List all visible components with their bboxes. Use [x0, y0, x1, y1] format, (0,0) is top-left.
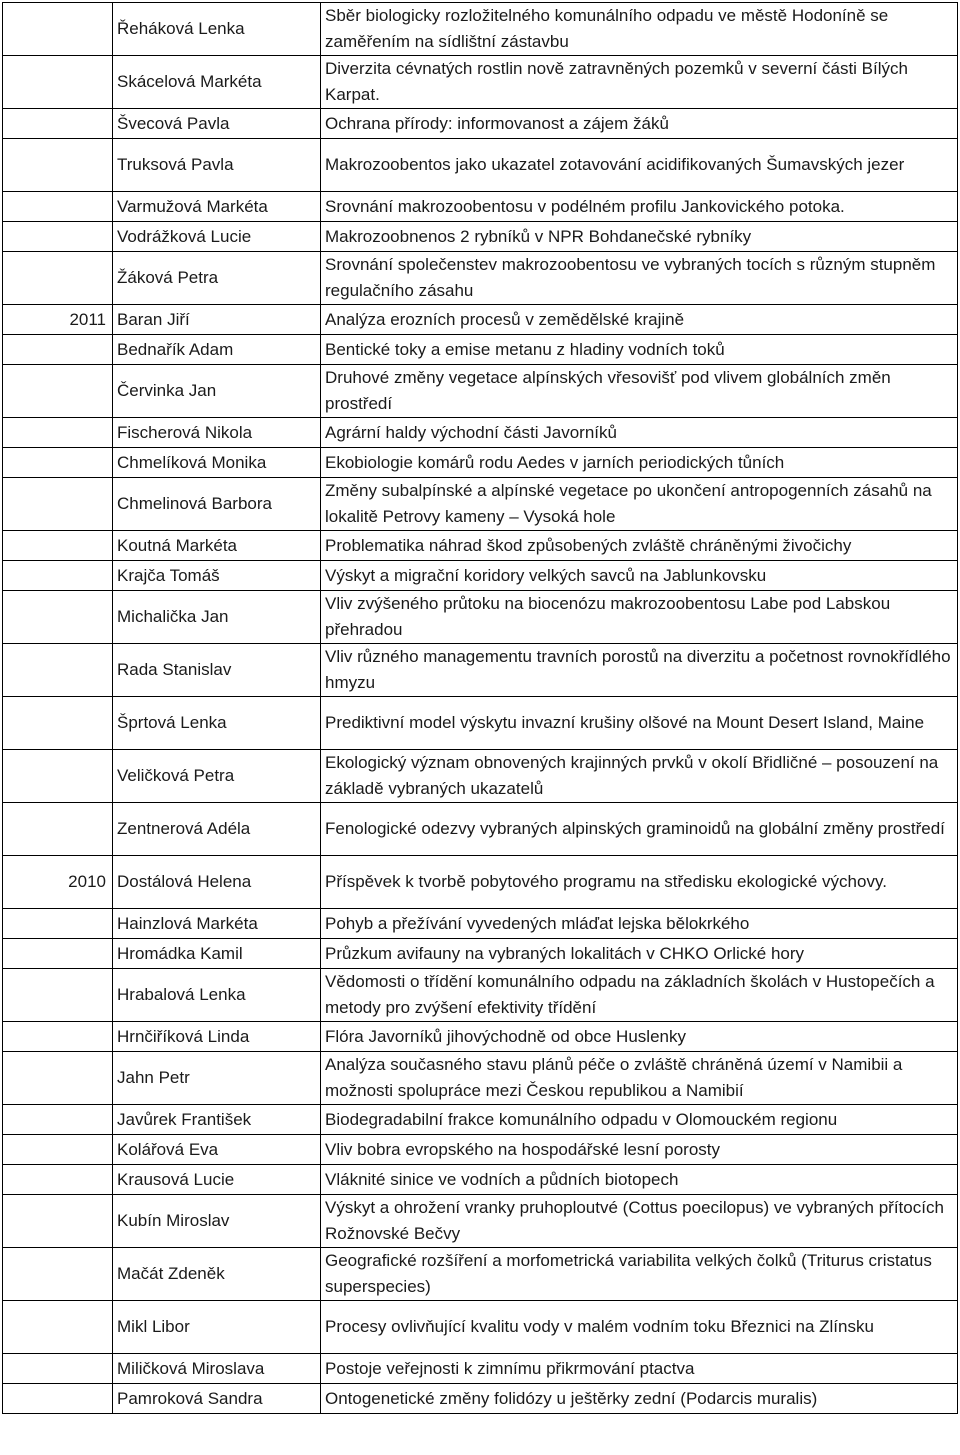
theses-table: [2, 2, 958, 1414]
year-cell: [3, 222, 113, 252]
author-name-cell: Červinka Jan: [113, 365, 321, 418]
year-cell: [3, 1105, 113, 1135]
thesis-title-cell: Diverzita cévnatých rostlin nově zatravněných pozemků v severní části Bílých Karpat.: [321, 56, 958, 109]
thesis-title-cell: Změny subalpínské a alpínské vegetace po ukončení antropogenních zásahů na lokalitě Petrovy kameny – Vysoká hole: [321, 478, 958, 531]
author-name-cell: Jahn Petr: [113, 1052, 321, 1105]
thesis-title-cell: Ontogenetické změny folidózy u ještěrky zední (Podarcis muralis): [321, 1384, 958, 1414]
table-row: [3, 222, 958, 252]
year-cell: [3, 335, 113, 365]
year-cell: [3, 109, 113, 139]
thesis-title-cell: Vliv zvýšeného průtoku na biocenózu makrozoobentosu Labe pod Labskou přehradou: [321, 591, 958, 644]
table-row: [3, 697, 958, 750]
author-name-cell: Hrabalová Lenka: [113, 969, 321, 1022]
thesis-title-cell: Bentické toky a emise metanu z hladiny vodních toků: [321, 335, 958, 365]
author-name-cell: Dostálová Helena: [113, 856, 321, 909]
author-name-cell: Fischerová Nikola: [113, 418, 321, 448]
table-row: [3, 531, 958, 561]
thesis-title-cell: Geografické rozšíření a morfometrická variabilita velkých čolků (Triturus cristatus superspecies): [321, 1248, 958, 1301]
author-name-cell: Kubín Miroslav: [113, 1195, 321, 1248]
year-cell: [3, 750, 113, 803]
thesis-title-cell: Průzkum avifauny na vybraných lokalitách v CHKO Orlické hory: [321, 939, 958, 969]
thesis-title-cell: Ochrana přírody: informovanost a zájem žáků: [321, 109, 958, 139]
year-cell: [3, 3, 113, 56]
year-cell: [3, 478, 113, 531]
table-row: [3, 909, 958, 939]
year-cell: [3, 1135, 113, 1165]
author-name-cell: Vodrážková Lucie: [113, 222, 321, 252]
author-name-cell: Veličková Petra: [113, 750, 321, 803]
table-row: [3, 1248, 958, 1301]
year-cell: [3, 192, 113, 222]
author-name-cell: Rada Stanislav: [113, 644, 321, 697]
year-cell: 2010: [3, 856, 113, 909]
thesis-title-cell: Vědomosti o třídění komunálního odpadu na základních školách v Hustopečích a metody pro zvýšení efektivity třídění: [321, 969, 958, 1022]
table-row: [3, 139, 958, 192]
table-row: [3, 1384, 958, 1414]
author-name-cell: Hainzlová Markéta: [113, 909, 321, 939]
author-name-cell: Krausová Lucie: [113, 1165, 321, 1195]
table-row: [3, 1052, 958, 1105]
author-name-cell: Mačát Zdeněk: [113, 1248, 321, 1301]
thesis-title-cell: Výskyt a ohrožení vranky pruhoploutvé (Cottus poecilopus) ve vybraných přítocích Rožnovské Bečvy: [321, 1195, 958, 1248]
year-cell: [3, 418, 113, 448]
author-name-cell: Řeháková Lenka: [113, 3, 321, 56]
table-row: [3, 1022, 958, 1052]
author-name-cell: Chmelinová Barbora: [113, 478, 321, 531]
thesis-title-cell: Flóra Javorníků jihovýchodně od obce Huslenky: [321, 1022, 958, 1052]
thesis-title-cell: Příspěvek k tvorbě pobytového programu na středisku ekologické výchovy.: [321, 856, 958, 909]
year-cell: [3, 1248, 113, 1301]
theses-table-body: [3, 3, 958, 1414]
table-row: [3, 305, 958, 335]
table-row: [3, 448, 958, 478]
thesis-title-cell: Fenologické odezvy vybraných alpinských graminoidů na globální změny prostředí: [321, 803, 958, 856]
thesis-title-cell: Druhové změny vegetace alpínských vřesovišť pod vlivem globálních změn prostředí: [321, 365, 958, 418]
thesis-title-cell: Ekobiologie komárů rodu Aedes v jarních periodických tůních: [321, 448, 958, 478]
thesis-title-cell: Makrozoobnenos 2 rybníků v NPR Bohdanečské rybníky: [321, 222, 958, 252]
thesis-title-cell: Vláknité sinice ve vodních a půdních biotopech: [321, 1165, 958, 1195]
table-row: [3, 1165, 958, 1195]
year-cell: [3, 1384, 113, 1414]
table-row: [3, 803, 958, 856]
author-name-cell: Mikl Libor: [113, 1301, 321, 1354]
thesis-title-cell: Prediktivní model výskytu invazní krušiny olšové na Mount Desert Island, Maine: [321, 697, 958, 750]
author-name-cell: Žáková Petra: [113, 252, 321, 305]
table-row: [3, 561, 958, 591]
year-cell: [3, 1165, 113, 1195]
table-row: [3, 939, 958, 969]
thesis-title-cell: Sběr biologicky rozložitelného komunálního odpadu ve městě Hodoníně se zaměřením na sídlištní zástavbu: [321, 3, 958, 56]
author-name-cell: Pamroková Sandra: [113, 1384, 321, 1414]
year-cell: [3, 56, 113, 109]
thesis-title-cell: Vliv bobra evropského na hospodářské lesní porosty: [321, 1135, 958, 1165]
year-cell: [3, 139, 113, 192]
year-cell: [3, 531, 113, 561]
year-cell: [3, 252, 113, 305]
thesis-title-cell: Vliv různého managementu travních porostů na diverzitu a početnost rovnokřídlého hmyzu: [321, 644, 958, 697]
table-row: [3, 591, 958, 644]
table-row: [3, 365, 958, 418]
author-name-cell: Kolářová Eva: [113, 1135, 321, 1165]
author-name-cell: Hrnčiříková Linda: [113, 1022, 321, 1052]
year-cell: [3, 448, 113, 478]
author-name-cell: Bednařík Adam: [113, 335, 321, 365]
year-cell: [3, 803, 113, 856]
thesis-title-cell: Biodegradabilní frakce komunálního odpadu v Olomouckém regionu: [321, 1105, 958, 1135]
thesis-title-cell: Srovnání společenstev makrozoobentosu ve vybraných tocích s různým stupněm regulačního zásahu: [321, 252, 958, 305]
year-cell: [3, 697, 113, 750]
thesis-title-cell: Analýza současného stavu plánů péče o zvláště chráněná území v Namibii a možnosti spolupráce mezi Českou republikou a Namibií: [321, 1052, 958, 1105]
thesis-title-cell: Srovnání makrozoobentosu v podélném profilu Jankovického potoka.: [321, 192, 958, 222]
author-name-cell: Zentnerová Adéla: [113, 803, 321, 856]
year-cell: 2011: [3, 305, 113, 335]
author-name-cell: Miličková Miroslava: [113, 1354, 321, 1384]
thesis-title-cell: Analýza erozních procesů v zemědělské krajině: [321, 305, 958, 335]
year-cell: [3, 1354, 113, 1384]
table-row: [3, 252, 958, 305]
table-row: [3, 1195, 958, 1248]
table-row: [3, 56, 958, 109]
thesis-title-cell: Ekologický význam obnovených krajinných prvků v okolí Břidličné – posouzení na základě vybraných ukazatelů: [321, 750, 958, 803]
year-cell: [3, 969, 113, 1022]
thesis-title-cell: Problematika náhrad škod způsobených zvláště chráněnými živočichy: [321, 531, 958, 561]
year-cell: [3, 939, 113, 969]
year-cell: [3, 561, 113, 591]
table-row: [3, 418, 958, 448]
thesis-title-cell: Pohyb a přežívání vyvedených mláďat lejska bělokrkého: [321, 909, 958, 939]
table-row: [3, 644, 958, 697]
author-name-cell: Baran Jiří: [113, 305, 321, 335]
author-name-cell: Chmelíková Monika: [113, 448, 321, 478]
table-row: [3, 1105, 958, 1135]
table-row: [3, 1301, 958, 1354]
table-row: [3, 478, 958, 531]
year-cell: [3, 644, 113, 697]
author-name-cell: Javůrek František: [113, 1105, 321, 1135]
author-name-cell: Koutná Markéta: [113, 531, 321, 561]
table-row: [3, 335, 958, 365]
table-row: [3, 192, 958, 222]
thesis-title-cell: Makrozoobentos jako ukazatel zotavování acidifikovaných Šumavských jezer: [321, 139, 958, 192]
year-cell: [3, 365, 113, 418]
table-row: [3, 109, 958, 139]
thesis-title-cell: Postoje veřejnosti k zimnímu přikrmování ptactva: [321, 1354, 958, 1384]
table-row: [3, 856, 958, 909]
year-cell: [3, 1022, 113, 1052]
year-cell: [3, 591, 113, 644]
author-name-cell: Krajča Tomáš: [113, 561, 321, 591]
table-row: [3, 969, 958, 1022]
table-row: [3, 1135, 958, 1165]
thesis-title-cell: Agrární haldy východní části Javorníků: [321, 418, 958, 448]
author-name-cell: Varmužová Markéta: [113, 192, 321, 222]
table-row: [3, 1354, 958, 1384]
author-name-cell: Šprtová Lenka: [113, 697, 321, 750]
year-cell: [3, 1301, 113, 1354]
author-name-cell: Švecová Pavla: [113, 109, 321, 139]
author-name-cell: Michalička Jan: [113, 591, 321, 644]
thesis-title-cell: Procesy ovlivňující kvalitu vody v malém vodním toku Březnici na Zlínsku: [321, 1301, 958, 1354]
year-cell: [3, 1052, 113, 1105]
table-row: [3, 3, 958, 56]
year-cell: [3, 1195, 113, 1248]
author-name-cell: Truksová Pavla: [113, 139, 321, 192]
thesis-title-cell: Výskyt a migrační koridory velkých savců na Jablunkovsku: [321, 561, 958, 591]
table-row: [3, 750, 958, 803]
author-name-cell: Hromádka Kamil: [113, 939, 321, 969]
author-name-cell: Skácelová Markéta: [113, 56, 321, 109]
year-cell: [3, 909, 113, 939]
